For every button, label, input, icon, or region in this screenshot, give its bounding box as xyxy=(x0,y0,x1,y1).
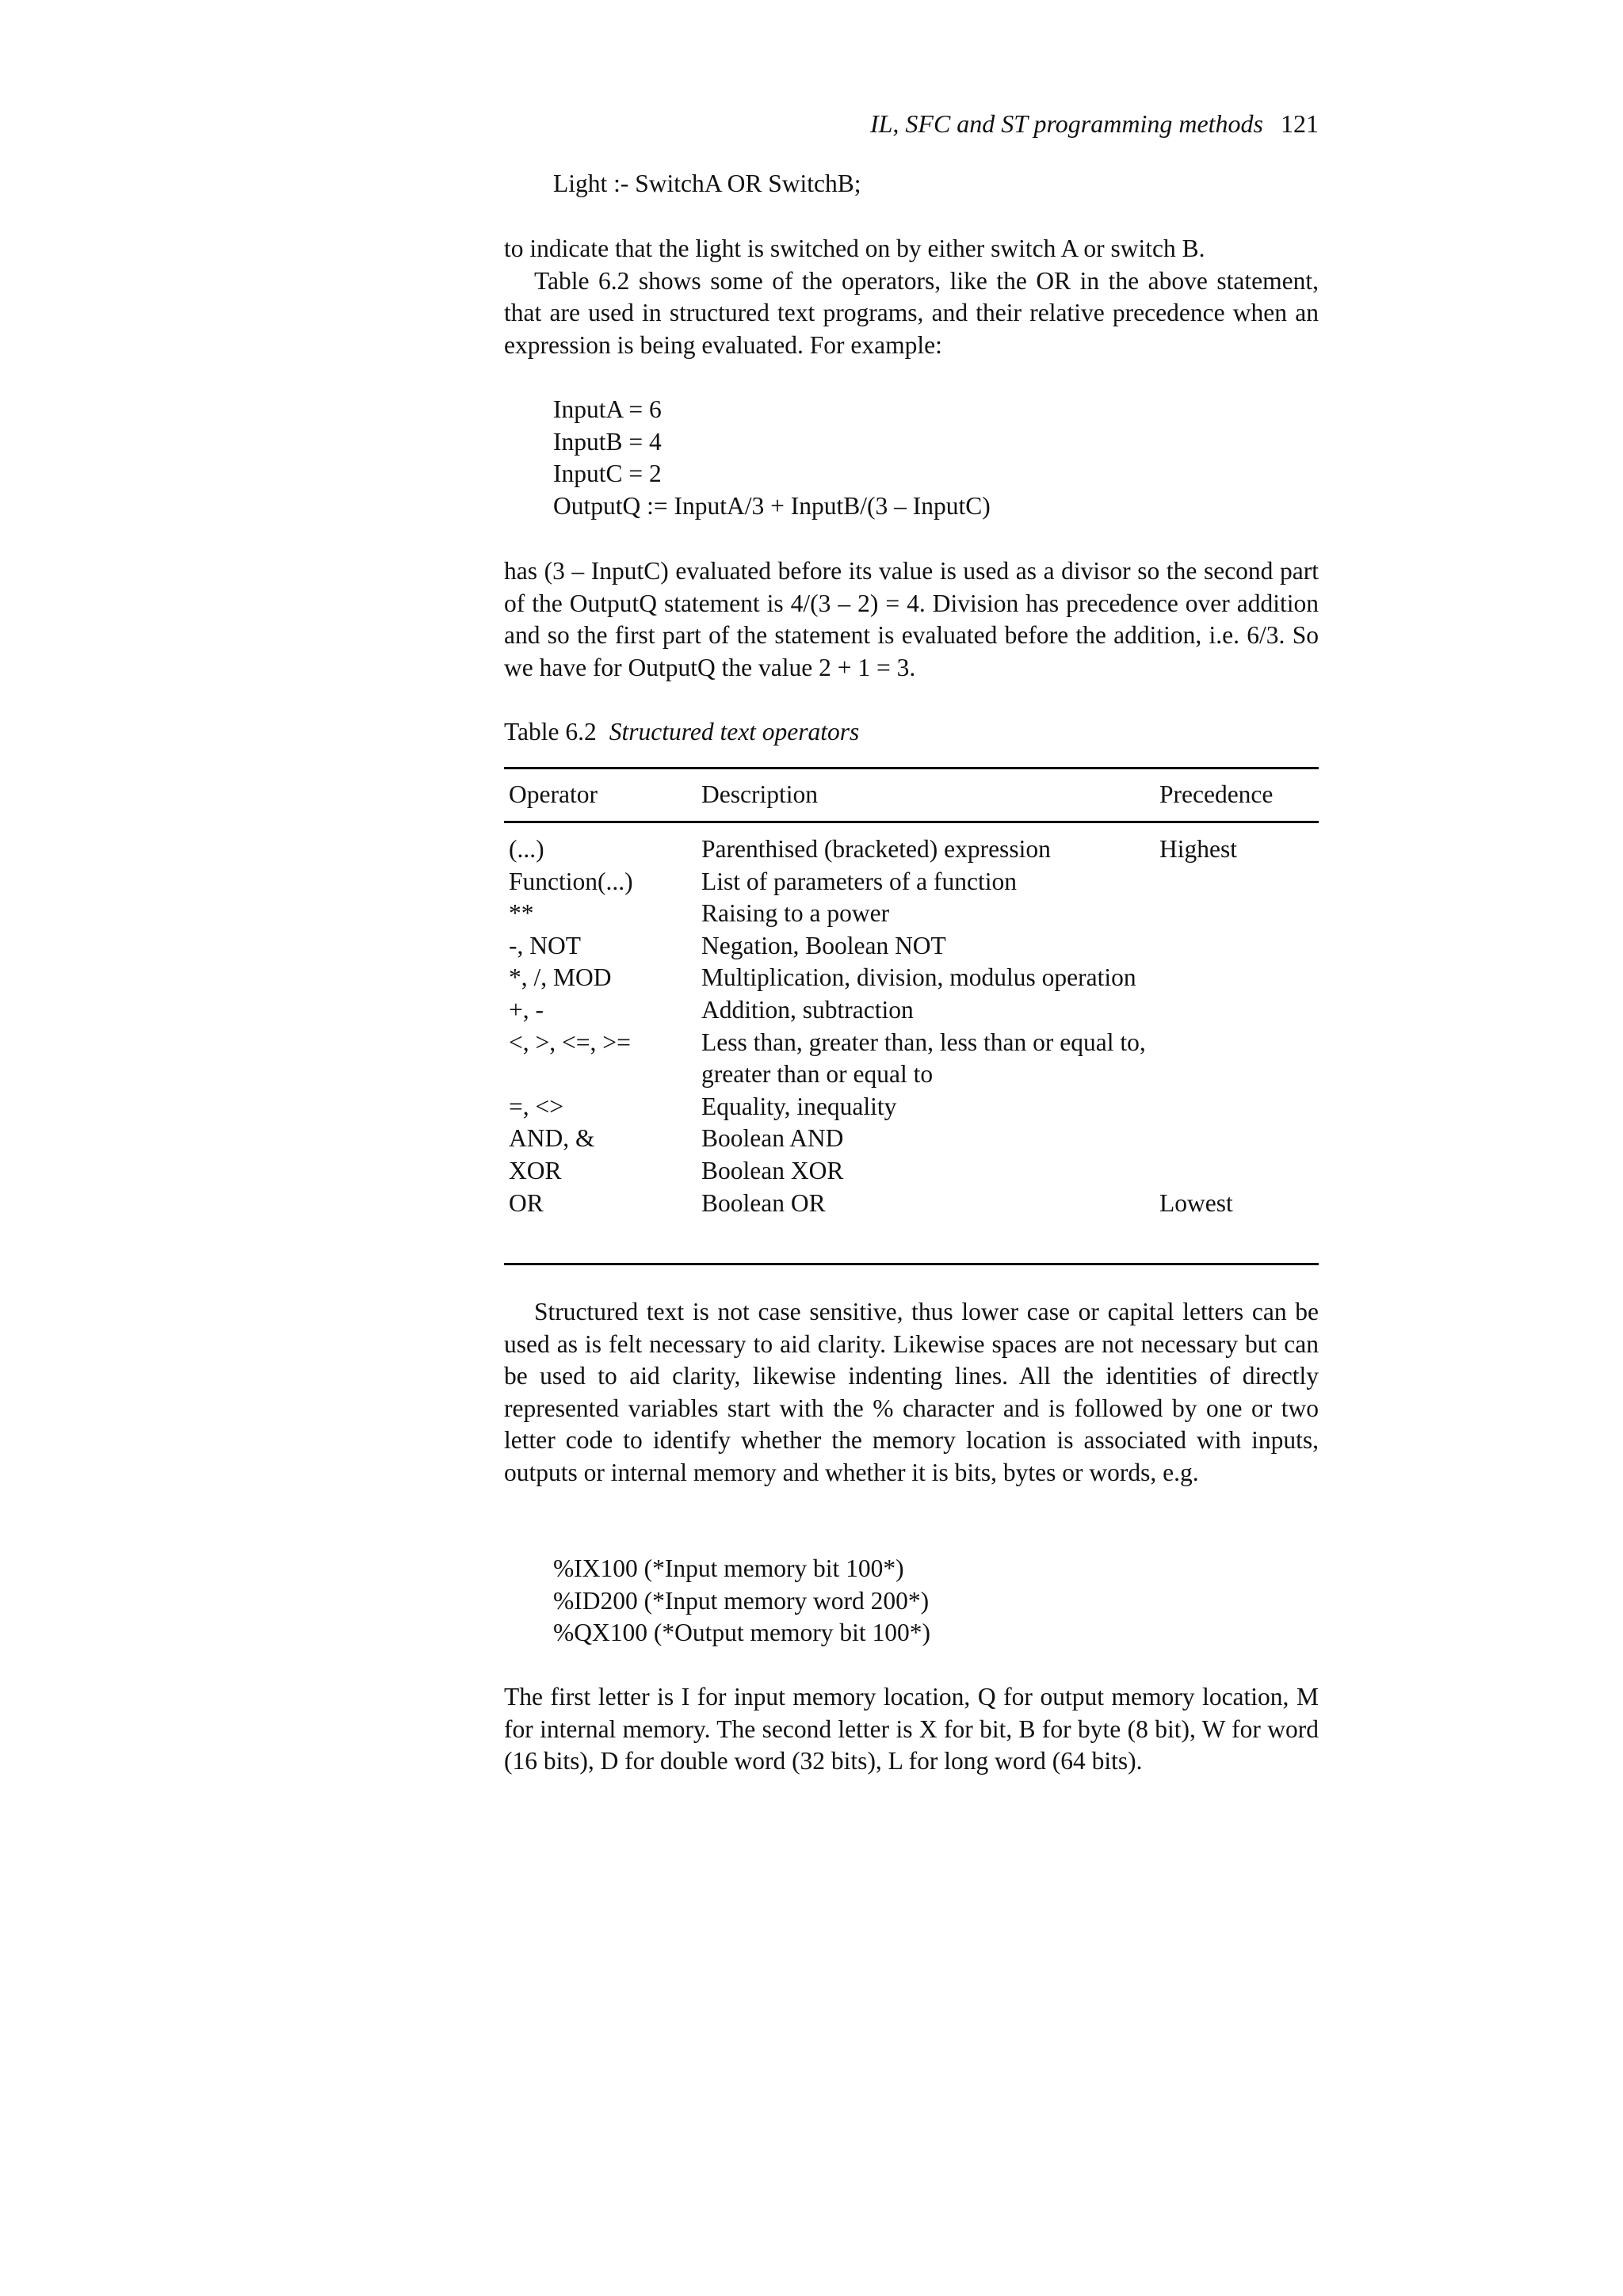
operators-table xyxy=(504,833,1319,1219)
code-line: Light :- SwitchA OR SwitchB; xyxy=(553,170,861,197)
cell-precedence xyxy=(1155,994,1319,1027)
paragraph-letter-codes xyxy=(504,1681,1319,1778)
code-line: %QX100 (*Output memory bit 100*) xyxy=(553,1619,930,1647)
cell-description: Boolean XOR xyxy=(701,1156,844,1184)
code-block-example xyxy=(504,394,1368,522)
cell-precedence xyxy=(1155,962,1319,994)
table-row xyxy=(504,1155,1319,1188)
cell-precedence: Highest xyxy=(1159,835,1237,863)
cell-description: Parenthised (bracketed) expression xyxy=(701,835,1051,863)
table-row xyxy=(504,962,1319,994)
cell-description: List of parameters of a function xyxy=(701,867,1017,895)
cell-description: Raising to a power xyxy=(701,899,890,928)
paragraph-evaluation xyxy=(504,555,1319,684)
running-header-title: IL, SFC and ST programming methods xyxy=(869,109,1263,138)
paragraph-continuation: to indicate that the light is switched on by either switch A or switch B. xyxy=(504,235,1205,262)
cell-precedence xyxy=(1155,1091,1319,1123)
cell-operator: -, NOT xyxy=(509,931,581,959)
running-header xyxy=(504,108,1319,139)
page-number: 121 xyxy=(1281,109,1319,138)
table-row xyxy=(504,994,1319,1027)
cell-operator: *, /, MOD xyxy=(509,963,612,992)
code-line: %ID200 (*Input memory word 200*) xyxy=(553,1586,930,1615)
cell-operator: <, >, <=, >= xyxy=(509,1028,631,1056)
cell-precedence xyxy=(1155,1027,1319,1091)
table-row xyxy=(504,1091,1319,1123)
cell-precedence xyxy=(1155,1155,1319,1188)
cell-description: Less than, greater than, less than or equal to, greater than or equal to xyxy=(701,1028,1146,1089)
paragraph-operators-intro: Table 6.2 shows some of the operators, like the OR in the above statement, that are used in structured text programs, and their relative precedence when an expression is being evaluated. For example: xyxy=(504,266,1319,359)
cell-description: Boolean AND xyxy=(701,1124,844,1153)
code-line: InputC = 2 xyxy=(553,460,662,488)
cell-precedence: Lowest xyxy=(1159,1188,1233,1217)
cell-operator: XOR xyxy=(509,1156,562,1184)
table-row xyxy=(504,1123,1319,1155)
table-header xyxy=(504,779,1319,811)
code-block-light xyxy=(504,168,1368,200)
table-row xyxy=(504,898,1319,930)
table-row xyxy=(504,833,1319,866)
cell-precedence xyxy=(1155,1123,1319,1155)
code-line: InputB = 4 xyxy=(553,427,662,456)
table-caption xyxy=(504,716,1319,749)
cell-description: Boolean OR xyxy=(701,1188,826,1217)
table-bottom-rule xyxy=(504,1263,1319,1265)
table-caption-label: Table 6.2 xyxy=(504,718,597,746)
body-text-block-1 xyxy=(504,233,1319,361)
code-block-addresses xyxy=(504,1553,1368,1650)
table-header-rule xyxy=(504,821,1319,823)
code-line: InputA = 6 xyxy=(553,395,662,423)
cell-precedence xyxy=(1155,866,1319,898)
code-line: OutputQ := InputA/3 + InputB/(3 – InputC) xyxy=(553,491,991,520)
cell-operator: +, - xyxy=(509,995,544,1024)
table-row xyxy=(504,930,1319,963)
table-header-row xyxy=(504,779,1319,811)
table-row xyxy=(504,1188,1319,1220)
cell-description: Multiplication, division, modulus operation xyxy=(701,963,1136,992)
cell-description: Equality, inequality xyxy=(701,1092,897,1120)
cell-operator: (...) xyxy=(509,835,544,863)
cell-precedence xyxy=(1155,930,1319,963)
header-precedence: Precedence xyxy=(1159,780,1274,808)
cell-operator: OR xyxy=(509,1188,544,1217)
cell-description: Addition, subtraction xyxy=(701,995,914,1024)
paragraph-case-sensitivity xyxy=(504,1296,1319,1489)
table-caption-title: Structured text operators xyxy=(609,718,860,746)
cell-operator: AND, & xyxy=(509,1124,595,1153)
header-operator: Operator xyxy=(509,780,598,808)
cell-description: Negation, Boolean NOT xyxy=(701,931,946,959)
cell-operator: ** xyxy=(509,899,534,928)
cell-precedence xyxy=(1155,898,1319,930)
paragraph-text: Structured text is not case sensitive, thus lower case or capital letters can be used as is felt necessary to aid clarity. Likewise spaces are not necessary but can be used to aid clarity, likewise indenting lines. All the identities of directly represented variables start with the % character and is followed by one or two letter code to identify whether the memory location is associated with inputs, outputs or internal memory and whether it is bits, bytes or words, e.g. xyxy=(504,1298,1319,1486)
table-row xyxy=(504,1027,1319,1091)
paragraph-text: The first letter is I for input memory location, Q for output memory location, M for internal memory. The second letter is X for bit, B for byte (8 bit), W for word (16 bits), D for double word (32 bits), L for long word (64 bits). xyxy=(504,1683,1319,1775)
table-row xyxy=(504,866,1319,898)
code-line: %IX100 (*Input memory bit 100*) xyxy=(553,1554,904,1582)
cell-operator: Function(...) xyxy=(509,867,633,895)
header-description: Description xyxy=(701,780,818,808)
cell-operator: =, <> xyxy=(509,1092,564,1120)
paragraph-text: has (3 – InputC) evaluated before its value is used as a divisor so the second part of the OutputQ statement is 4/(3 – 2) = 4. Division has precedence over addition and so the first part of the statement is evaluated before the addition, i.e. 6/3. So we have for OutputQ the value 2 + 1 = 3. xyxy=(504,557,1319,681)
table-top-rule xyxy=(504,767,1319,769)
